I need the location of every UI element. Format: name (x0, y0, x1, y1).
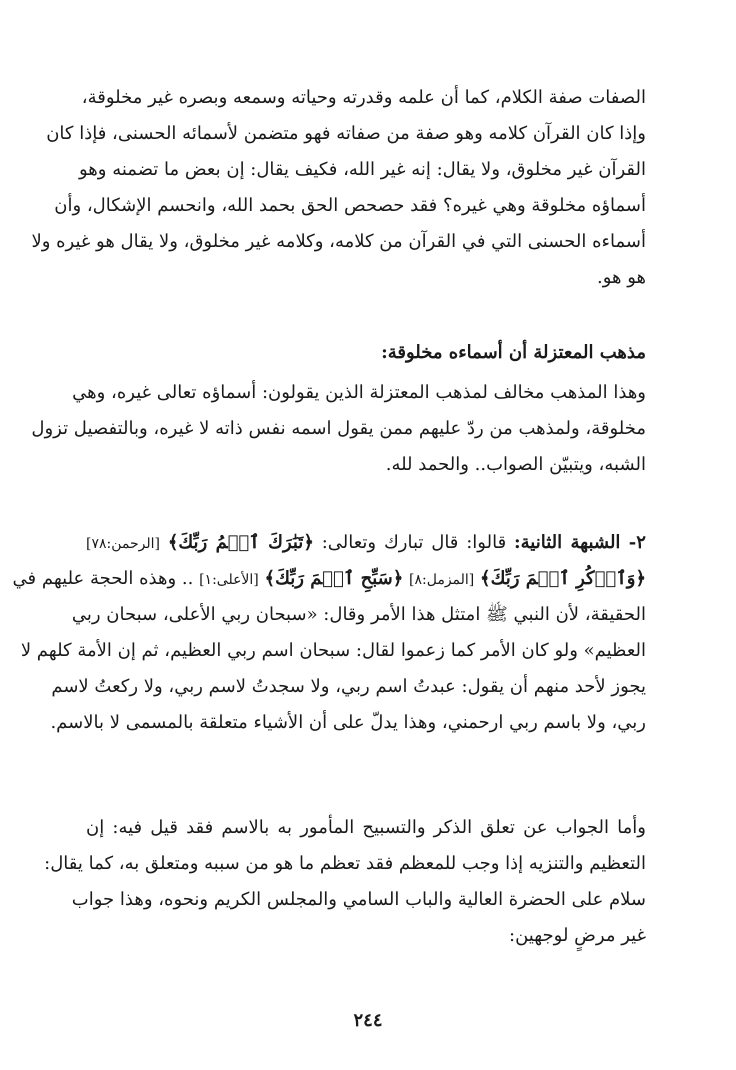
numbered-point-lead: ٢- الشبهة الثانية: (514, 532, 646, 553)
verse-reference: [الأعلى:١] (199, 572, 259, 588)
paragraph-line: يجوز لأحد منهم أن يقول: عبدتُ اسم ربي، ولا سجدتُ لاسم ربي، ولا ركعتُ لاسم (51, 676, 646, 697)
paragraph-1 (31, 80, 646, 296)
paragraph-line: وأما الجواب عن تعلق الذكر والتسبيح المأمور به بالاسم فقد قيل فيه: إن (86, 817, 646, 838)
paragraph-line: ربي، ولا باسم ربي ارحمني، وهذا يدلّ على أن الأشياء متعلقة بالمسمى لا بالاسم. (50, 712, 646, 733)
paragraph-line: الصفات صفة الكلام، كما أن علمه وقدرته وحياته وسمعه وبصره غير مخلوقة، (81, 87, 646, 108)
verse-reference: [الرحمن:٧٨] (86, 536, 160, 552)
quran-verse: ﴿وَٱذۡكُرِ ٱسۡمَ رَبِّكَ﴾ (480, 568, 646, 589)
inline-text: قالوا: قال تبارك وتعالى: (321, 532, 507, 553)
page-number: ٢٤٤ (353, 1010, 383, 1031)
paragraph-line-with-verse (86, 525, 646, 561)
verse-reference: [المزمل:٨] (409, 572, 475, 588)
paragraph-line: الحقيقة، لأن النبي ﷺ امتثل هذا الأمر وقال: «سبحان ربي الأعلى، سبحان ربي (71, 604, 646, 625)
quran-verse: ﴿سَبِّحِ ٱسۡمَ رَبِّكَ﴾ (264, 568, 404, 589)
paragraph-line: مخلوقة، ولمذهب من ردّ عليهم ممن يقول اسمه نفس ذاته لا غيره، وبالتفصيل تزول (31, 418, 646, 439)
inline-text: .. وهذه الحجة عليهم في (12, 568, 194, 589)
paragraph-line-with-verse (12, 561, 646, 597)
paragraph-3 (12, 525, 646, 741)
paragraph-2 (31, 375, 646, 483)
paragraph-line: الشبه، ويتبيّن الصواب.. والحمد لله. (385, 454, 646, 475)
paragraph-line: أسماؤه مخلوقة وهي غيره؟ فقد حصحص الحق بحمد الله، وانحسم الإشكال، وأن (54, 195, 646, 216)
paragraph-line: أسماءه الحسنى التي في القرآن من كلامه، وكلامه غير مخلوق، ولا يقال هو غيره ولا (31, 231, 646, 252)
paragraph-line: العظيم» ولو كان الأمر كما زعموا لقال: سبحان اسم ربي العظيم، ثم إن الأمة كلهم لا (20, 640, 646, 661)
paragraph-line: هو هو. (596, 267, 646, 288)
paragraph-line: وإذا كان القرآن كلامه وهو صفة من صفاته فهو متضمن لأسمائه الحسنى، فإذا كان (46, 123, 646, 144)
paragraph-line: القرآن غير مخلوق، ولا يقال: إنه غير الله، فكيف يقال: إن بعض ما تضمنه وهو (79, 159, 646, 180)
paragraph-line: التعظيم والتنزيه إذا وجب للمعظم فقد تعظم ما هو من سببه ومتعلق به، كما يقال: (44, 853, 646, 874)
paragraph-line: وهذا المذهب مخالف لمذهب المعتزلة الذين يقولون: أسماؤه تعالى غيره، وهي (72, 382, 646, 403)
paragraph-4 (44, 810, 646, 954)
paragraph-line: سلام على الحضرة العالية والباب السامي والمجلس الكريم ونحوه، وهذا جواب (71, 889, 646, 910)
section-heading: مذهب المعتزلة أن أسماءه مخلوقة: (381, 342, 646, 363)
paragraph-line: غير مرضٍ لوجهين: (509, 925, 646, 946)
quran-verse: ﴿تَبَٰرَكَ ٱسۡمُ رَبِّكَ﴾ (167, 532, 314, 553)
